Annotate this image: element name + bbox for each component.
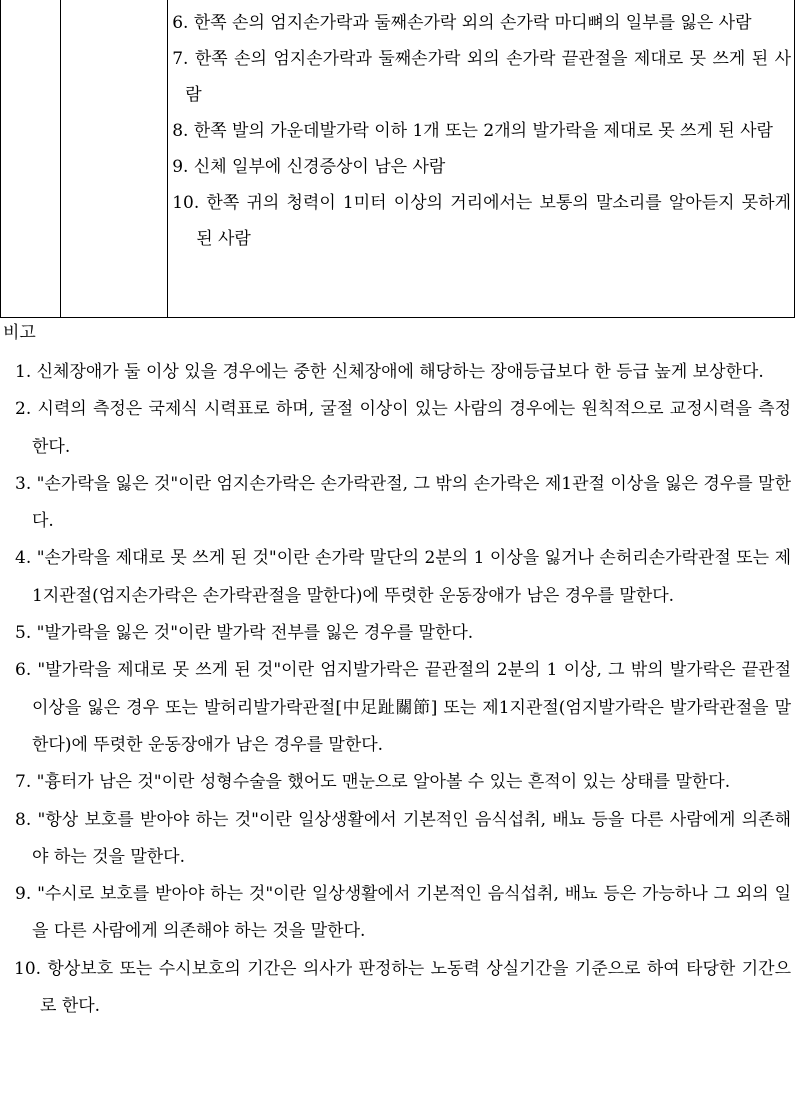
table-item-10: 10. 한쪽 귀의 청력이 1미터 이상의 거리에서는 보통의 말소리를 알아듣지 못하게 된 사람 — [172, 193, 791, 249]
sub-cell — [61, 0, 168, 318]
remark-item-10: 10. 항상보호 또는 수시보호의 기간은 의사가 판정하는 노동력 상실기간을 기준으로 하여 타당한 기간으로 한다. — [14, 958, 791, 1017]
remark-item-4: 4. "손가락을 제대로 못 쓰게 된 것"이란 손가락 말단의 2분의 1 이상을 잃거나 손허리손가락관절 또는 제1지관절(엄지손가락은 손가락관절을 말한다)에 뚜렷한 운동장애가 남은 경우를 말한다. — [15, 548, 791, 606]
table-item-6: 6. 한쪽 손의 엄지손가락과 둘째손가락 외의 손가락 마디뼈의 일부를 잃은 사람 — [172, 13, 752, 33]
remarks-title: 비고 — [3, 323, 36, 343]
remark-item-7: 7. "흉터가 남은 것"이란 성형수술을 했어도 맨눈으로 알아볼 수 있는 흔적이 있는 상태를 말한다. — [15, 772, 731, 793]
remarks-list — [8, 354, 791, 1025]
remark-item-8: 8. "항상 보호를 받아야 하는 것"이란 일상생활에서 기본적인 음식섭취, 배뇨 등을 다른 사람에게 의존해야 하는 것을 말한다. — [15, 809, 791, 867]
table-item-8: 8. 한쪽 발의 가운데발가락 이하 1개 또는 2개의 발가락을 제대로 못 쓰게 된 사람 — [172, 121, 773, 141]
remark-item-1: 1. 신체장애가 둘 이상 있을 경우에는 중한 신체장애에 해당하는 장애등급보다 한 등급 높게 보상한다. — [15, 362, 764, 382]
table-row — [1, 0, 795, 318]
remark-item-3: 3. "손가락을 잃은 것"이란 엄지손가락은 손가락관절, 그 밖의 손가락은 제1관절 이상을 잃은 경우를 말한다. — [15, 473, 791, 532]
description-cell — [168, 0, 795, 318]
remark-item-5: 5. "발가락을 잃은 것"이란 발가락 전부를 잃은 경우를 말한다. — [15, 623, 474, 644]
remark-item-2: 2. 시력의 측정은 국제식 시력표로 하며, 굴절 이상이 있는 사람의 경우에는 원칙적으로 교정시력을 측정한다. — [15, 399, 791, 457]
table-item-9: 9. 신체 일부에 신경증상이 남은 사람 — [172, 157, 446, 177]
remark-item-6: 6. "발가락을 제대로 못 쓰게 된 것"이란 엄지발가락은 끝관절의 2분의 1 이상, 그 밖의 발가락은 끝관절 이상을 잃은 경우 또는 발허리발가락관절[中足趾關節] 또는 제1지관절(엄지발가락은 발가락관절을 말한다)에 뚜렷한 운동장애가 남은 경우를 말한다. — [15, 660, 791, 755]
disability-grade-table — [0, 0, 795, 318]
grade-cell — [1, 0, 61, 318]
table-item-7: 7. 한쪽 손의 엄지손가락과 둘째손가락 외의 손가락 끝관절을 제대로 못 쓰게 된 사람 — [172, 49, 791, 105]
remark-item-9: 9. "수시로 보호를 받아야 하는 것"이란 일상생활에서 기본적인 음식섭취, 배뇨 등은 가능하나 그 외의 일을 다른 사람에게 의존해야 하는 것을 말한다. — [15, 884, 791, 942]
